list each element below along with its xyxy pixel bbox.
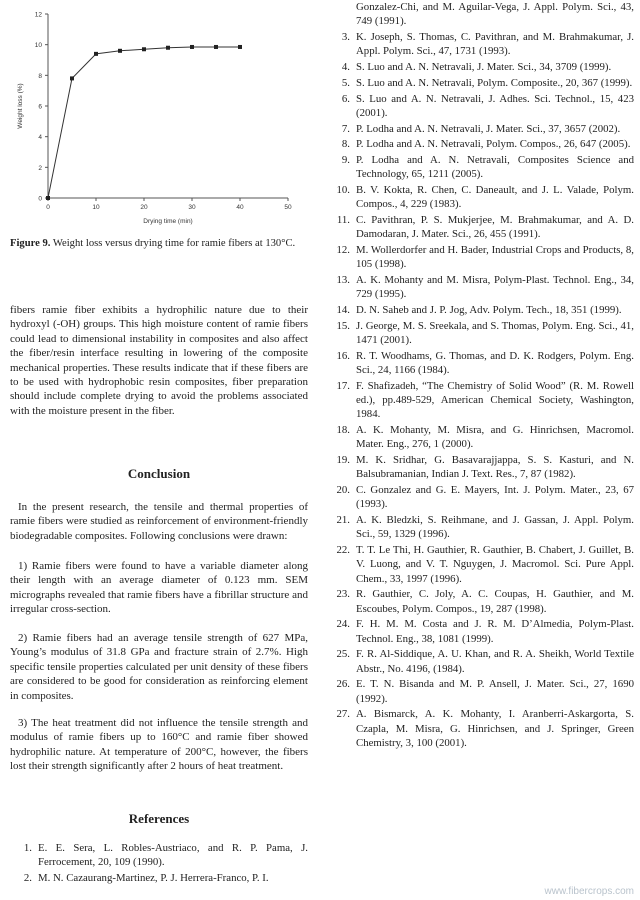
reference-text: E. T. N. Bisanda and M. P. Ansell, J. Mater. Sci., 27, 1690 (1992). [356,678,634,705]
x-tick-label: 30 [188,204,196,211]
reference-text: P. Lodha and A. N. Netravali, Composites Science and Technology, 65, 1211 (2005). [356,154,634,181]
reference-text: K. Joseph, S. Thomas, C. Pavithran, and M. Brahmakumar, J. Appl. Polym. Sci., 47, 1731 (1993). [356,31,634,58]
chart-svg [10,0,308,232]
watermark: www.fibercrops.com [544,886,634,897]
reference-number: 23. [336,588,350,601]
reference-item [328,483,634,511]
reference-text: M. Wollerdorfer and H. Bader, Industrial Crops and Products, 8, 105 (1998). [356,244,634,271]
data-point [46,196,50,200]
references-heading: References [128,811,190,826]
reference-item [10,841,308,869]
reference-item [328,379,634,422]
reference-number: 4. [341,61,350,73]
y-tick-label: 12 [34,11,42,19]
reference-number: 7. [341,122,350,135]
y-tick-label: 8 [38,72,42,80]
reference-item [328,647,634,675]
reference-item [328,137,634,151]
reference-text: P. Lodha and A. N. Netravali, J. Mater. Sci., 37, 3657 (2002). [356,122,621,135]
weight-loss-chart [10,0,308,232]
reference-item [328,122,634,136]
conclusion-paragraph-3: 2) Ramie fibers had an average tensile strength of 627 MPa, Young’s modulus of 31.8 GPa and fracture strain of 2.7%. High specific tensile properties calculated per unit density of these fibers are considered to be good for consideration as reinforcing element in composites. [10,632,308,702]
reference-item [328,92,634,120]
x-tick-label: 20 [140,204,148,211]
reference-text: A. K. Mohanty, M. Misra, and G. Hinrichsen, Macromol. Mater. Eng., 276, 1 (2000). [356,424,634,451]
reference-item [328,183,634,211]
reference-item [328,30,634,58]
data-point [94,52,98,56]
y-tick-label: 2 [38,164,42,172]
reference-text: M. K. Sridhar, G. Basavarajjappa, S. S. Kasturi, and N. Balsubramanian, Indian J. Text. Res., 7, 87 (1982). [356,454,634,481]
y-tick-label: 6 [38,103,42,111]
reference-text: M. N. Cazaurang-Martinez, P. J. Herrera-Franco, P. I. [38,872,269,884]
x-tick-label: 50 [284,204,292,211]
reference-number: 27. [336,708,350,721]
reference-item [328,453,634,481]
data-point [142,47,146,51]
reference-text: T. T. Le Thi, H. Gauthier, R. Gauthier, B. Chabert, J. Guillet, B. V. Luong, and V. T. Nguygen, J. Macromol. Sci. Pure Appl. Chem., 33, 1997 (1996). [356,544,634,585]
reference-item [328,153,634,181]
right-column [328,0,634,900]
y-tick-label: 10 [34,42,42,50]
reference-number: 6. [341,92,350,105]
data-point [166,46,170,50]
reference-item [328,543,634,586]
reference-text: S. Luo and A. N. Netravali, Polym. Composite., 20, 367 (1999). [356,76,633,89]
reference-text: F. R. Al-Siddique, A. U. Khan, and R. A. Sheikh, World Textile Abstr., No. 4196, (1984). [356,648,634,675]
reference-item [328,243,634,271]
reference-item [328,707,634,750]
x-axis-label: Drying time (min) [143,218,193,225]
left-column [10,0,308,900]
reference-number [328,0,356,28]
reference-item [328,60,634,74]
reference-number: 12. [336,244,350,257]
figure-caption [10,237,308,251]
reference-text: R. T. Woodhams, G. Thomas, and D. K. Rodgers, Polym. Eng. Sci., 24, 1166 (1984). [356,349,634,377]
reference-text: F. H. M. M. Costa and J. R. M. D’Almedia, Polym-Plast. Technol. Eng., 38, 1081 (1999). [356,618,634,645]
reference-text: C. Pavithran, P. S. Mukjerjee, M. Brahmakumar, and A. D. Damodaran, J. Mater. Sci., 26, 455 (1991). [356,214,634,241]
reference-number: 1. [23,842,32,854]
reference-item [10,871,308,885]
reference-number: 14. [336,304,350,317]
reference-number: 9. [341,154,350,167]
reference-number: 5. [341,76,350,89]
reference-item [328,76,634,90]
reference-item [328,677,634,705]
data-point [190,45,194,49]
reference-number: 24. [336,618,350,631]
reference-number: 17. [336,379,350,392]
figure-label: Figure 9. [10,238,51,249]
reference-item [328,617,634,645]
reference-number: 22. [336,544,350,557]
reference-text: F. Shafizadeh, “The Chemistry of Solid Wood” (R. M. Rowell ed.), pp.489-529, American Chemical Society, Washington, 1984. [356,379,634,421]
x-tick-label: 40 [236,204,244,211]
reference-number: 11. [336,214,350,227]
reference-item [328,513,634,541]
reference-number: 19. [336,454,350,467]
data-point [118,49,122,53]
reference-text: P. Lodha and A. N. Netravali, Polym. Compos., 26, 647 (2005). [356,138,631,151]
reference-number: 2. [23,872,32,884]
intro-paragraph: fibers ramie fiber exhibits a hydrophilic nature due to their hydroxyl (-OH) groups. This high moisture content of ramie fibers could lead to dimensional instability in composites and also affect the fiber/resin interface resulting in lowering of the composite mechanical properties. These results indicate that if these fibers are to be used with hydrophobic resin composites, fiber preparation should include complete drying to avoid the problems associated with the moisture present in the fiber. [10,304,308,417]
reference-number: 10. [336,184,350,197]
reference-text: R. Gauthier, C. Joly, A. C. Coupas, H. Gauthier, and M. Escoubes, Polym. Compos., 19, 287 (1998). [356,588,634,615]
x-tick-label: 10 [92,204,100,211]
conclusion-heading: Conclusion [127,466,191,481]
reference-item [328,303,634,317]
reference-text: Gonzalez-Chi, and M. Aguilar-Vega, J. Appl. Polym. Sci., 43, 749 (1991). [356,1,634,28]
reference-item [328,213,634,241]
conclusion-paragraph-4: 3) The heat treatment did not influence the tensile strength and modulus of ramie fibers up to 160°C and ramie fiber showed hydrophilic nature. At temperature of 200°C, however, the fibers lost their strength significantly after 2 hours of heat treatment. [10,717,308,773]
conclusion-paragraph-2: 1) Ramie fibers were found to have a variable diameter along their length with an average diameter of 0.123 mm. SEM micrographs revealed that ramie fibers have a fibrillar structure and irregular cross-section. [10,560,308,616]
reference-text: D. N. Saheb and J. P. Jog, Adv. Polym. Tech., 18, 351 (1999). [356,304,622,317]
reference-number: 3. [341,31,350,43]
reference-number: 20. [336,484,350,497]
data-point [70,76,74,80]
y-tick-label: 4 [38,134,42,142]
reference-text: B. V. Kokta, R. Chen, C. Daneault, and J. L. Valade, Polym. Compos., 4, 229 (1983). [356,184,634,211]
reference-text: A. K. Mohanty and M. Misra, Polym-Plast. Technol. Eng., 34, 729 (1995). [356,274,634,301]
y-axis-label: Weight loss (%) [17,83,24,129]
reference-item [328,0,634,28]
figure-caption-text: Weight loss versus drying time for ramie fibers at 130°C. [52,238,296,249]
reference-text: S. Luo and A. N. Netravali, J. Adhes. Sci. Technol., 15, 423 (2001). [356,92,634,119]
conclusion-paragraph-1: In the present research, the tensile and thermal properties of ramie fibers were studied as reinforcement of environment-friendly biodegradable composites. Following conclusions were drawn: [10,501,308,542]
reference-number: 8. [341,138,350,151]
reference-item [328,349,634,377]
reference-text: A. K. Bledzki, S. Reihmane, and J. Gassan, J. Appl. Polym. Sci., 59, 1329 (1996). [356,514,634,541]
reference-number: 25. [336,648,350,661]
reference-number: 21. [336,514,350,527]
reference-text: A. Bismarck, A. K. Mohanty, I. Aranberri-Askargorta, S. Czapla, M. Misra, G. Hinrichsen, and J. Springer, Green Chemistry, 3, 100 (2001). [356,708,634,749]
references-list-right [328,0,634,750]
reference-text: S. Luo and A. N. Netravali, J. Mater. Sci., 34, 3709 (1999). [356,61,612,73]
reference-number: 16. [336,349,350,362]
reference-item [328,423,634,451]
reference-item [328,273,634,301]
reference-number: 26. [336,678,350,691]
reference-text: J. George, M. S. Sreekala, and S. Thomas, Polym. Eng. Sci., 41, 1471 (2001). [356,319,634,347]
reference-number: 18. [336,424,350,437]
series-line [48,47,240,198]
data-point [214,45,218,49]
y-tick-label: 0 [38,195,42,203]
data-point [238,45,242,49]
reference-text: E. E. Sera, L. Robles-Austriaco, and R. P. Pama, J. Ferrocement, 20, 109 (1990). [38,842,308,869]
reference-item [328,319,634,347]
reference-number: 15. [336,319,350,332]
reference-item [328,587,634,615]
x-tick-label: 0 [46,204,50,211]
reference-text: C. Gonzalez and G. E. Mayers, Int. J. Polym. Mater., 23, 67 (1993). [356,484,634,511]
references-list-left [10,841,308,887]
reference-number: 13. [336,274,350,287]
